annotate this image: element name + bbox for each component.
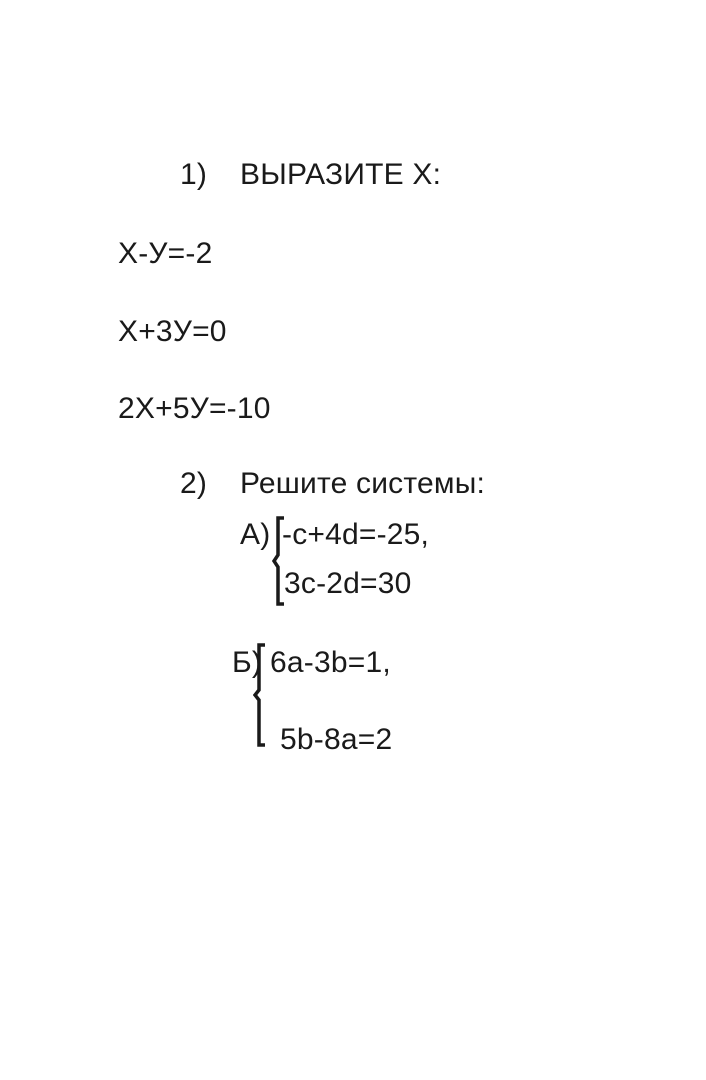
task1-number: 1): [180, 158, 208, 191]
task1-equation-3: 2Х+5У=-10: [118, 392, 271, 425]
system-a-label: А): [240, 518, 271, 551]
system-b-brace: [253, 642, 267, 748]
task1-equation-1: Х-У=-2: [118, 237, 213, 270]
system-b-equation-2: 5b-8a=2: [280, 723, 393, 756]
system-b-label: Б): [232, 646, 263, 679]
system-a-equation-2: 3c-2d=30: [284, 567, 412, 600]
task1-heading: [180, 157, 441, 193]
task2-title: Решите системы:: [240, 467, 485, 500]
task2-number: 2): [180, 467, 208, 500]
task1-equation-2: Х+3У=0: [118, 315, 227, 348]
system-a-equation-1: -c+4d=-25,: [282, 518, 430, 551]
system-b-equation-1: 6a-3b=1,: [270, 646, 391, 679]
task1-title: ВЫРАЗИТЕ Х:: [240, 158, 442, 191]
task2-heading: [180, 466, 485, 502]
